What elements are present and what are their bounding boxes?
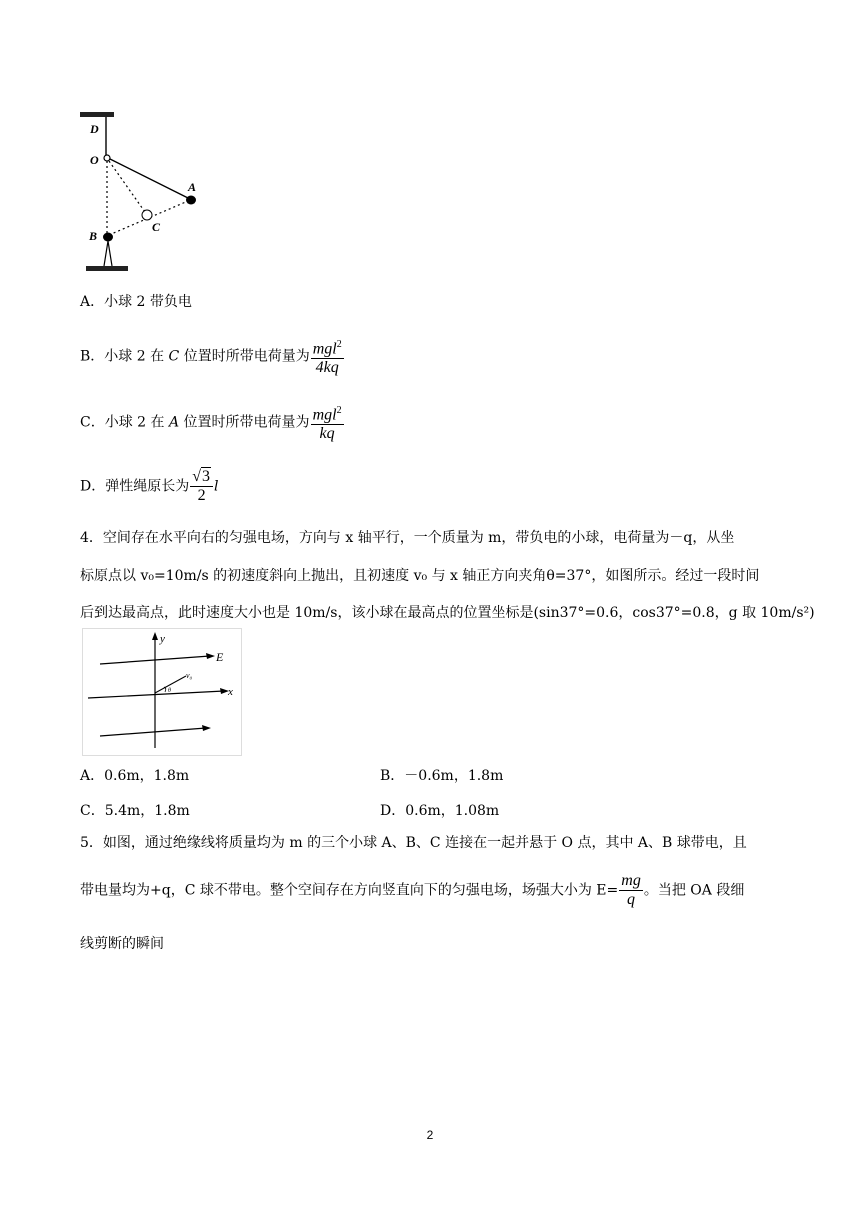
fig1-label-C: C [152,220,161,234]
q3-option-a: A．小球 2 带负电 [80,294,192,310]
fig2-label-v0: v₀ [186,671,193,680]
q3-option-b: B．小球 2 在 C 位置时所带电荷量为 $\frac{mgl^2}{4kq}$ [80,336,345,377]
fig2-label-theta: θ [168,688,171,694]
q5-fraction: $\frac{mg}{q}$ [621,872,641,908]
q5-stem-line2: 带电量均为+q，C 球不带电。整个空间存在方向竖直向下的匀强电场，场强大小为 E= $\frac{mg}{q}$ 。当把 OA 段细 [80,872,745,908]
q3-option-c: C．小球 2 在 A 位置时所带电荷量为 $\frac{mgl^2}{kq}$ [80,402,345,443]
fig2-label-x: x [228,686,233,698]
q5-stem-line3: 线剪断的瞬间 [80,936,164,952]
q4-option-d: D．0.6m，1.08m [380,803,500,819]
q4-option-a: A．0.6m，1.8m [80,768,190,784]
q4-stem-line3: 后到达最高点，此时速度大小也是 10m/s，该小球在最高点的位置坐标是(sin37°=0.6，cos37°=0.8，g 取 10m/s²) [80,605,815,621]
q3-option-d: D．弹性绳原长为 $\frac{√3}{2}$ l [80,468,219,504]
q4-stem-line2: 标原点以 v₀=10m/s 的初速度斜向上抛出，且初速度 v₀ 与 x 轴正方向夹角θ=37°，如图所示。经过一段时间 [80,568,760,584]
fig1-label-O: O [90,153,99,167]
q4-option-c: C．5.4m，1.8m [80,803,190,819]
q4-option-b: B．－0.6m，1.8m [380,768,504,784]
fig1-label-B: B [89,229,98,243]
q3-d-fraction: $\frac{√3}{2}$ [190,468,213,505]
q3-b-fraction: $\frac{mgl^2}{4kq}$ [311,336,344,377]
fig1-label-D: D [90,122,99,136]
q3-c-fraction: $\frac{mgl^2}{kq}$ [311,402,344,443]
figure-charged-balls [78,108,208,278]
figure-field-axes [82,628,242,756]
fig2-label-y: y [160,633,165,645]
fig1-label-A: A [188,180,197,194]
q5-stem-line1: 5．如图，通过绝缘线将质量均为 m 的三个小球 A、B、C 连接在一起并悬于 O 点，其中 A、B 球带电，且 [80,835,747,851]
q4-stem-line1: 4．空间存在水平向右的匀强电场，方向与 x 轴平行，一个质量为 m，带负电的小球，电荷量为－q，从坐 [80,530,735,546]
page-number: 2 [426,1128,434,1142]
fig2-label-E: E [216,650,224,664]
